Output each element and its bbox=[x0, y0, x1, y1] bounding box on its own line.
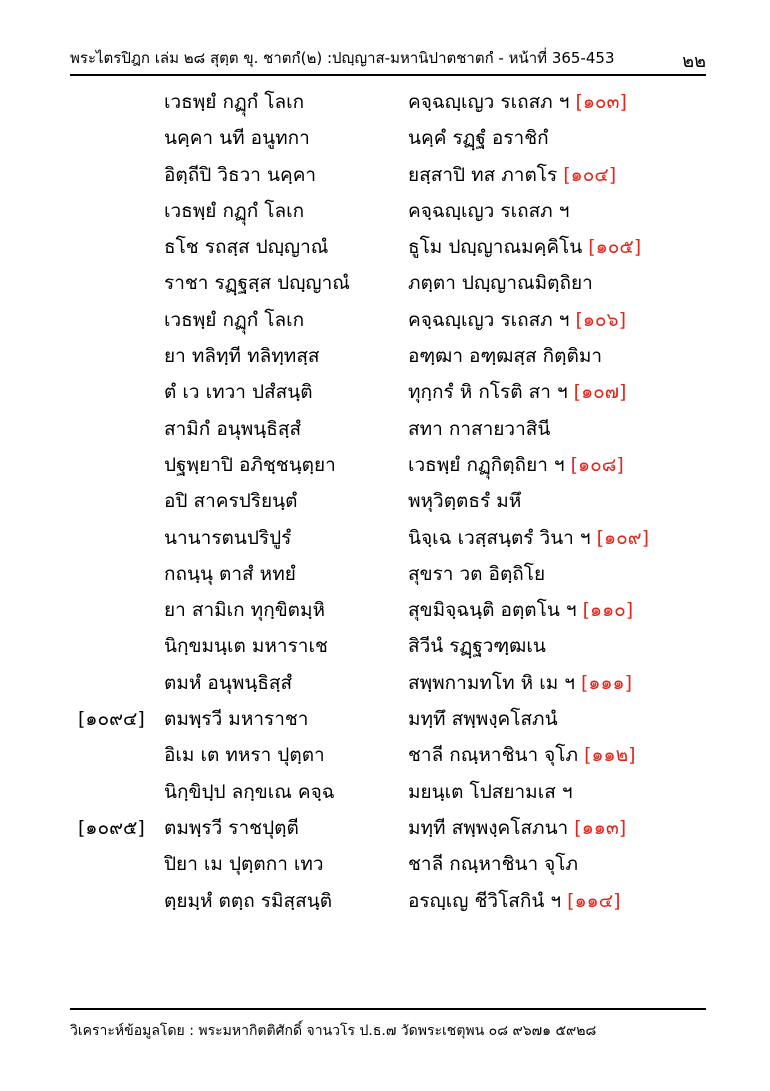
page-number: ๒๒ bbox=[682, 51, 706, 72]
verse-row bbox=[70, 592, 710, 628]
verse-row bbox=[70, 810, 710, 846]
verse-first-half: นานารตนปริปูรํ bbox=[164, 526, 292, 549]
verse-first-half: สามิกํ อนุพนฺธิสฺสํ bbox=[164, 417, 302, 440]
verse-number: [๑๑๒] bbox=[584, 744, 636, 767]
verse-row bbox=[70, 411, 710, 447]
verse-row bbox=[70, 737, 710, 773]
verse-first-half: อปิ สาครปริยนฺตํ bbox=[164, 490, 298, 513]
verse-row bbox=[70, 665, 710, 701]
verse-second-half bbox=[408, 229, 641, 265]
verse-first-half: ธโช รถสฺส ปญฺญาณํ bbox=[164, 236, 329, 259]
verse-second-text: มทฺทึ สพฺพงฺคโสภนํ bbox=[408, 708, 558, 731]
verse-second-text: สิวีนํ รฏฺฐวฑฺฒเน bbox=[408, 635, 546, 658]
verse-second-half bbox=[408, 120, 549, 156]
verse-number: [๑๑๑] bbox=[580, 671, 632, 694]
verse-number: [๑๑๓] bbox=[574, 816, 627, 839]
verse-first-half: ตํ เว เทวา ปสํสนฺติ bbox=[164, 381, 313, 404]
verse-second-half bbox=[408, 338, 602, 374]
verse-list bbox=[70, 84, 710, 919]
verse-second-text: สุขมิจฺฉนฺติ อตฺตโน ฯ bbox=[408, 599, 577, 622]
verse-number: [๑๐๓] bbox=[575, 91, 627, 113]
verse-row bbox=[70, 628, 710, 664]
verse-number: [๑๑๐] bbox=[582, 599, 634, 622]
verse-row bbox=[70, 338, 710, 374]
verse-second-text: ยสฺสาปิ ทส ภาตโร bbox=[408, 163, 558, 186]
verse-row bbox=[70, 774, 710, 810]
verse-second-half bbox=[408, 84, 627, 120]
verse-second-text: สุขรา วต อิตฺถิโย bbox=[408, 562, 546, 585]
verse-second-text: มยนฺเต โปสยามเส ฯ bbox=[408, 780, 573, 803]
verse-second-half bbox=[408, 193, 569, 229]
verse-second-half bbox=[408, 265, 593, 301]
verse-row bbox=[70, 520, 710, 556]
verse-first-half: ตมพฺรวี มหาราชา bbox=[164, 708, 309, 731]
verse-second-half bbox=[408, 483, 521, 519]
verse-first-half: นคฺคา นที อนูทกา bbox=[164, 127, 310, 150]
verse-second-half bbox=[408, 846, 578, 882]
verse-second-text: อฑฺฒา อฑฺฒสฺส กิตฺติมา bbox=[408, 345, 603, 368]
verse-second-text: ชาลี กณฺหาชินา จุโภ bbox=[408, 853, 579, 876]
verse-first-half: อิตฺถีปิ วิธวา นคฺคา bbox=[164, 163, 317, 186]
verse-row bbox=[70, 483, 710, 519]
verse-first-half: เวธพฺยํ กฏุกํ โลเก bbox=[164, 199, 305, 222]
verse-row bbox=[70, 846, 710, 882]
verse-second-text: พหุวิตฺตธรํ มหึ bbox=[408, 490, 522, 513]
verse-first-half: ยา สามิเก ทุกฺขิตมฺหิ bbox=[164, 599, 326, 622]
verse-second-half bbox=[408, 157, 616, 193]
verse-row bbox=[70, 157, 710, 193]
verse-second-text: นิจฺเฉ เวสฺสนฺตรํ วินา ฯ bbox=[408, 526, 591, 549]
verse-second-text: ชาลี กณฺหาชินา จุโภ bbox=[408, 744, 579, 767]
verse-first-half: ตมพฺรวี ราชปุตฺตี bbox=[164, 816, 299, 839]
page-footer bbox=[70, 1008, 706, 1042]
verse-first-half: ตฺยมฺหํ ตตฺถ รมิสฺสนฺติ bbox=[164, 889, 333, 912]
footer-credit: วิเคราะห์ข้อมูลโดย : พระมหากิตติศักดิ์ จานวโร ป.ธ.๗ วัดพระเชตุพน ๐๘ ๙๖๗๑ ๕๙๒๘ bbox=[70, 1023, 597, 1039]
verse-second-half bbox=[408, 701, 558, 737]
verse-first-half: เวธพฺยํ กฏุกํ โลเก bbox=[164, 308, 305, 331]
verse-number: [๑๐๔] bbox=[563, 163, 617, 186]
verse-second-half bbox=[408, 883, 620, 919]
verse-row bbox=[70, 883, 710, 919]
verse-second-text: สทา กาสายวาสินี bbox=[408, 417, 551, 440]
verse-second-half bbox=[408, 411, 550, 447]
verse-second-half bbox=[408, 737, 636, 773]
verse-second-text: นคฺคํ รฏฺฐํ อราชิกํ bbox=[408, 127, 549, 150]
verse-first-half: ยา ทลิทฺที ทลิทฺทสฺส bbox=[164, 345, 320, 368]
verse-second-text: อรญฺเญ ชีวิโสกินํ ฯ bbox=[408, 889, 562, 912]
verse-second-text: มทฺที สพฺพงฺคโสภนา bbox=[408, 816, 569, 839]
verse-number: [๑๐๕] bbox=[588, 236, 642, 259]
verse-first-half: นิกฺขมนฺเต มหาราเช bbox=[164, 635, 328, 658]
verse-number: [๑๐๗] bbox=[573, 381, 627, 404]
verse-second-half bbox=[408, 520, 649, 556]
verse-second-half bbox=[408, 302, 626, 338]
verse-first-half: กถนฺนุ ตาสํ หทยํ bbox=[164, 562, 296, 585]
verse-first-half: เวธพฺยํ กฏุกํ โลเก bbox=[164, 91, 305, 113]
verse-row bbox=[70, 229, 710, 265]
verse-second-text: สพฺพกามทโท หิ เม ฯ bbox=[408, 671, 575, 694]
verse-number: [๑๐๘] bbox=[570, 453, 624, 476]
verse-second-half bbox=[408, 447, 624, 483]
verse-second-text: คจฺฉญฺเญว รเถสภ ฯ bbox=[408, 308, 570, 331]
verse-second-text: เวธพฺยํ กฏุกิตฺถิยา ฯ bbox=[408, 453, 565, 476]
verse-second-half bbox=[408, 556, 545, 592]
verse-second-text: ภตฺตา ปญฺญาณมิตฺถิยา bbox=[408, 272, 593, 295]
verse-second-half bbox=[408, 592, 633, 628]
verse-second-text: คจฺฉญฺเญว รเถสภ ฯ bbox=[408, 91, 570, 113]
verse-second-half bbox=[408, 810, 626, 846]
verse-first-half: ปฐพฺยาปิ อภิชฺชนฺตฺยา bbox=[164, 453, 336, 476]
verse-row bbox=[70, 265, 710, 301]
paragraph-number: [๑๐๙๔] bbox=[78, 708, 145, 731]
verse-row bbox=[70, 193, 710, 229]
verse-second-text: คจฺฉญฺเญว รเถสภ ฯ bbox=[408, 199, 570, 222]
verse-row bbox=[70, 701, 710, 737]
verse-row bbox=[70, 120, 710, 156]
paragraph-number: [๑๐๙๕] bbox=[78, 816, 145, 839]
verse-row bbox=[70, 447, 710, 483]
verse-row bbox=[70, 374, 710, 410]
verse-first-half: ราชา รฏฺฐสฺส ปญฺญาณํ bbox=[164, 272, 350, 295]
verse-first-half: ตมหํ อนุพนฺธิสฺสํ bbox=[164, 671, 293, 694]
header-title: พระไตรปิฎก เล่ม ๒๘ สุตฺต ขุ. ชาตกํ(๒) :ปญฺญาส-มหานิปาตชาตกํ - หน้าที่ 365-453 bbox=[70, 49, 615, 67]
verse-first-half: ปิยา เม ปุตฺตกา เทว bbox=[164, 853, 324, 876]
verse-number: [๑๐๙] bbox=[596, 526, 650, 549]
verse-second-half bbox=[408, 374, 626, 410]
verse-row bbox=[70, 302, 710, 338]
verse-second-half bbox=[408, 628, 546, 664]
verse-second-text: ทุกฺกรํ หิ กโรติ สา ฯ bbox=[408, 381, 568, 404]
verse-first-half: อิเม เต ทหรา ปุตฺตา bbox=[164, 744, 325, 767]
verse-second-half bbox=[408, 774, 573, 810]
verse-row bbox=[70, 84, 710, 120]
verse-second-half bbox=[408, 665, 632, 701]
verse-first-half: นิกฺขิปฺป ลกฺขเณ คจฺฉ bbox=[164, 780, 335, 803]
verse-second-text: ธูโม ปญฺญาณมคฺคิโน bbox=[408, 236, 583, 259]
page-header bbox=[70, 40, 706, 76]
verse-number: [๑๑๔] bbox=[567, 889, 621, 912]
verse-number: [๑๐๖] bbox=[575, 308, 626, 331]
verse-row bbox=[70, 556, 710, 592]
